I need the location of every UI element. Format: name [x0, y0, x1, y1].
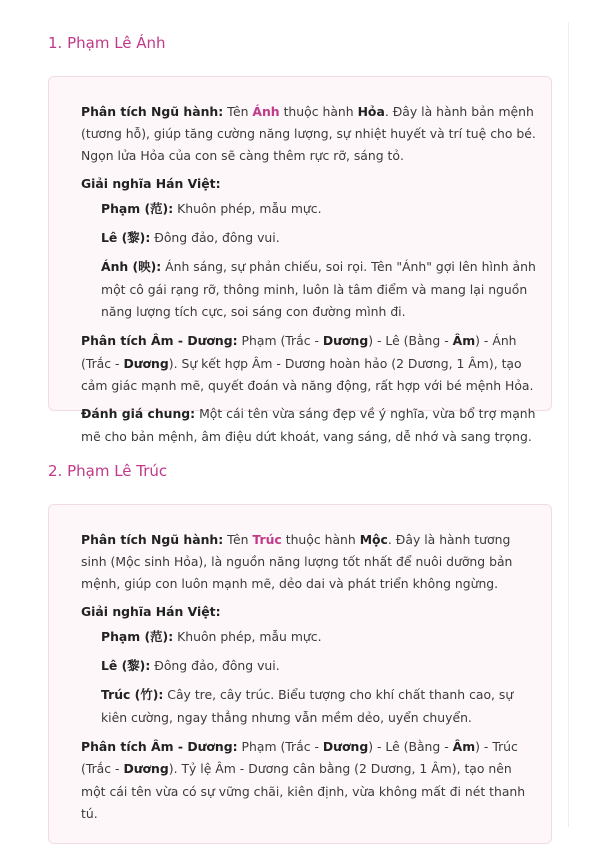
am-duong-paragraph [81, 330, 539, 397]
text: Cây tre, cây trúc. Biểu tượng cho khí chất thanh cao, sự kiên cường, ngay thẳng nhưng vẫn mềm dẻo, uyển chuyển. [101, 687, 514, 725]
bold: Dương [322, 739, 369, 755]
han-viet-item [101, 227, 539, 249]
text: ). Sự kết hợp Âm - Dương hoàn hảo (2 Dương, 1 Âm), tạo cảm giác mạnh mẽ, quyết đoán và năng động, rất hợp với bé mệnh Hỏa. [81, 355, 534, 394]
text: thuộc hành [279, 103, 358, 119]
bold: Dương [123, 761, 169, 777]
am-duong-paragraph [81, 736, 539, 825]
name-section-2 [48, 462, 552, 844]
element-name: Hỏa [357, 103, 385, 119]
label: Phân tích Âm - Dương: [81, 739, 238, 755]
han-viet-list [81, 626, 539, 729]
bold: Dương [322, 333, 369, 349]
text: thuộc hành [281, 531, 360, 547]
han-viet-item [101, 655, 539, 677]
ngu-hanh-paragraph [81, 529, 539, 596]
bold: Âm [452, 333, 476, 349]
han-viet-item [101, 198, 539, 220]
term: Ánh (映): [101, 259, 162, 275]
highlighted-name: Trúc [252, 531, 282, 547]
term: Phạm (范): [101, 200, 174, 216]
text: Tên [223, 103, 253, 119]
term: Trúc (竹): [101, 687, 164, 703]
text: ) - Trúc (Trắc - [81, 739, 518, 777]
label: Đánh giá chung: [81, 406, 196, 422]
name-card [48, 76, 552, 444]
term: Lê (黎): [101, 658, 151, 674]
name-section-1 [48, 34, 552, 444]
text: Phạm (Trắc - [237, 739, 323, 755]
text: ). Tỷ lệ Âm - Dương cân bằng (2 Dương, 1 Âm), tạo nên một cái tên vừa có sự vững chãi, kiên định, vừa không mất đi nét thanh tú. [81, 761, 526, 822]
text: Khuôn phép, mẫu mực. [173, 628, 322, 644]
highlighted-name: Ánh [252, 103, 280, 119]
text: ) - Lê (Bằng - [368, 739, 453, 755]
han-viet-label [81, 173, 539, 195]
text: Khuôn phép, mẫu mực. [173, 200, 322, 216]
text: ) - Ánh (Trắc - [81, 333, 517, 371]
ngu-hanh-paragraph [81, 101, 539, 168]
section-title: 2. Phạm Lê Trúc [48, 462, 168, 480]
term: Lê (黎): [101, 230, 151, 246]
label: Giải nghĩa Hán Việt: [81, 604, 221, 620]
text: Tên [223, 531, 253, 547]
section-title: 1. Phạm Lê Ánh [48, 34, 166, 52]
label: Phân tích Âm - Dương: [81, 333, 238, 349]
bold: Dương [123, 355, 169, 371]
bold: Âm [452, 739, 476, 755]
page-right-rule [568, 22, 569, 827]
text: . Đây là hành bản mệnh (tương hỗ), giúp tăng cường năng lượng, sự nhiệt huyết và trí tuệ cho bé. Ngọn lửa Hỏa của con sẽ càng thêm rực rỡ, sáng tỏ. [81, 103, 536, 164]
danh-gia-paragraph [81, 403, 539, 448]
han-viet-list [81, 198, 539, 324]
name-card [48, 504, 552, 844]
han-viet-item [101, 626, 539, 648]
text: Phạm (Trắc - [237, 333, 323, 349]
text: . Đây là hành tương sinh (Mộc sinh Hỏa), là nguồn năng lượng tốt nhất để nuôi dưỡng bản mệnh, giúp con luôn mạnh mẽ, dẻo dai và phát triển không ngừng. [81, 531, 513, 592]
text: Đông đảo, đông vui. [150, 658, 280, 674]
text: Một cái tên vừa sáng đẹp về ý nghĩa, vừa bổ trợ mạnh mẽ cho bản mệnh, âm điệu dứt khoát, vang sáng, dễ nhớ và sang trọng. [81, 406, 536, 444]
text: Ánh sáng, sự phản chiếu, soi rọi. Tên "Ánh" gợi lên hình ảnh một cô gái rạng rỡ, thông minh, luôn là tâm điểm và mang lại nguồn năng lượng tích cực, soi sáng con đường mình đi. [101, 259, 536, 320]
ngu-hanh-label: Phân tích Ngũ hành: [81, 531, 224, 547]
han-viet-item [101, 684, 539, 729]
han-viet-label [81, 601, 539, 623]
label: Giải nghĩa Hán Việt: [81, 176, 221, 192]
term: Phạm (范): [101, 628, 174, 644]
element-name: Mộc [359, 531, 388, 547]
ngu-hanh-label: Phân tích Ngũ hành: [81, 103, 224, 119]
text: ) - Lê (Bằng - [368, 333, 453, 349]
han-viet-item [101, 256, 539, 323]
text: Đông đảo, đông vui. [150, 230, 280, 246]
